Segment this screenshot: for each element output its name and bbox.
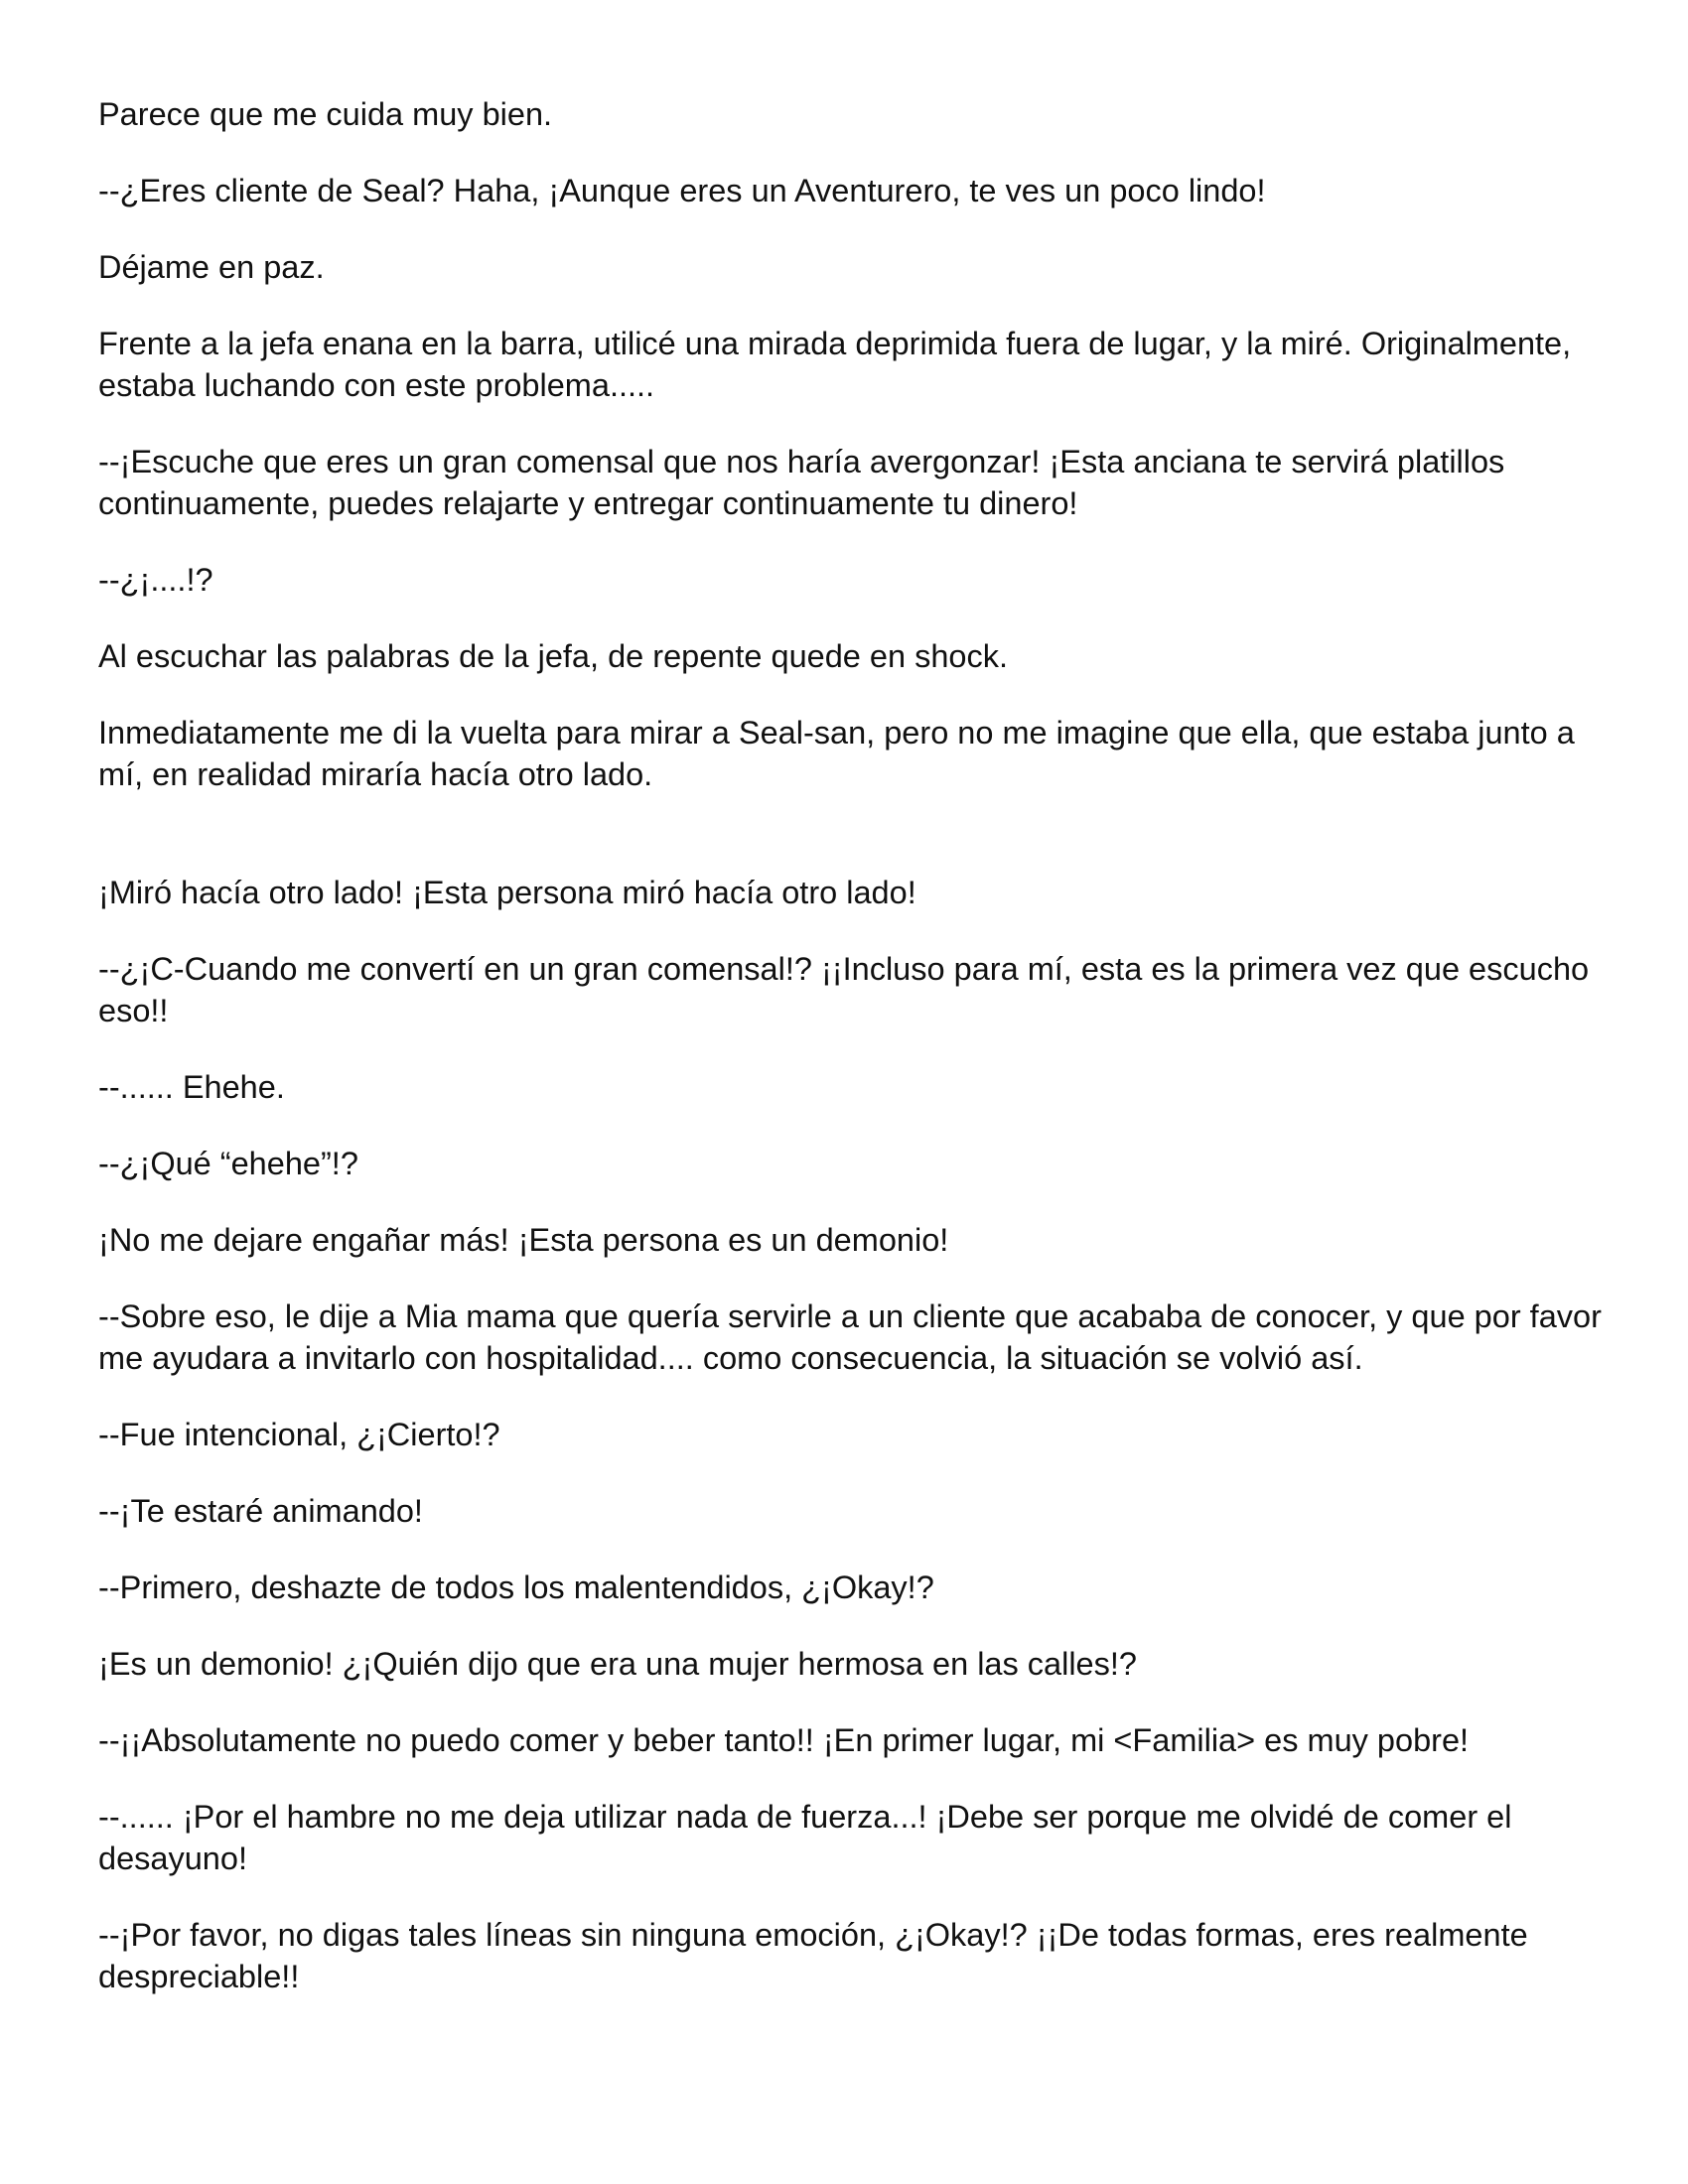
paragraph-12: --¿¡Qué “ehehe”!? [98,1146,358,1181]
paragraph-16: --¡Te estaré animando! [98,1493,423,1529]
paragraph-9: ¡Miró hacía otro lado! ¡Esta persona miró hacía otro lado! [98,875,916,910]
paragraph-1: Parece que me cuida muy bien. [98,96,553,132]
paragraph-5: --¡Escuche que eres un gran comensal que nos haría avergonzar! ¡Esta anciana te servirá platillos continuamente, puedes relajarte y entregar continuamente tu dinero! [98,444,1505,521]
paragraph-6: --¿¡....!? [98,562,213,598]
paragraph-14: --Sobre eso, le dije a Mia mama que quería servirle a un cliente que acababa de conocer, y que por favor me ayudara a invitarlo con hospitalidad.... como consecuencia, la situación se volvió así. [98,1298,1602,1376]
paragraph-19: --¡¡Absolutamente no puedo comer y beber tanto!! ¡En primer lugar, mi <Familia> es muy pobre! [98,1722,1470,1758]
paragraph-20: --...... ¡Por el hambre no me deja utilizar nada de fuerza...! ¡Debe ser porque me olvidé de comer el desayuno! [98,1799,1512,1876]
paragraph-4: Frente a la jefa enana en la barra, utilicé una mirada deprimida fuera de lugar, y la miré. Originalmente, estaba luchando con este problema..... [98,326,1572,403]
paragraph-18: ¡Es un demonio! ¿¡Quién dijo que era una mujer hermosa en las calles!? [98,1646,1137,1682]
paragraph-15: --Fue intencional, ¿¡Cierto!? [98,1417,500,1452]
paragraph-10: --¿¡C-Cuando me convertí en un gran comensal!? ¡¡Incluso para mí, esta es la primera vez que escucho eso!! [98,951,1590,1028]
paragraph-13: ¡No me dejare engañar más! ¡Esta persona es un demonio! [98,1222,949,1258]
paragraph-21: --¡Por favor, no digas tales líneas sin ninguna emoción, ¿¡Okay!? ¡¡De todas formas, eres realmente despreciable!! [98,1917,1528,1994]
paragraph-7: Al escuchar las palabras de la jefa, de repente quede en shock. [98,638,1009,674]
paragraph-17: --Primero, deshazte de todos los malentendidos, ¿¡Okay!? [98,1570,934,1605]
paragraph-11: --...... Ehehe. [98,1069,285,1105]
paragraph-3: Déjame en paz. [98,249,325,285]
paragraph-8: Inmediatamente me di la vuelta para mirar a Seal-san, pero no me imagine que ella, que estaba junto a mí, en realidad miraría hacía otro lado. [98,715,1575,792]
paragraph-2: --¿Eres cliente de Seal? Haha, ¡Aunque eres un Aventurero, te ves un poco lindo! [98,173,1266,208]
document-body [98,93,1608,2032]
